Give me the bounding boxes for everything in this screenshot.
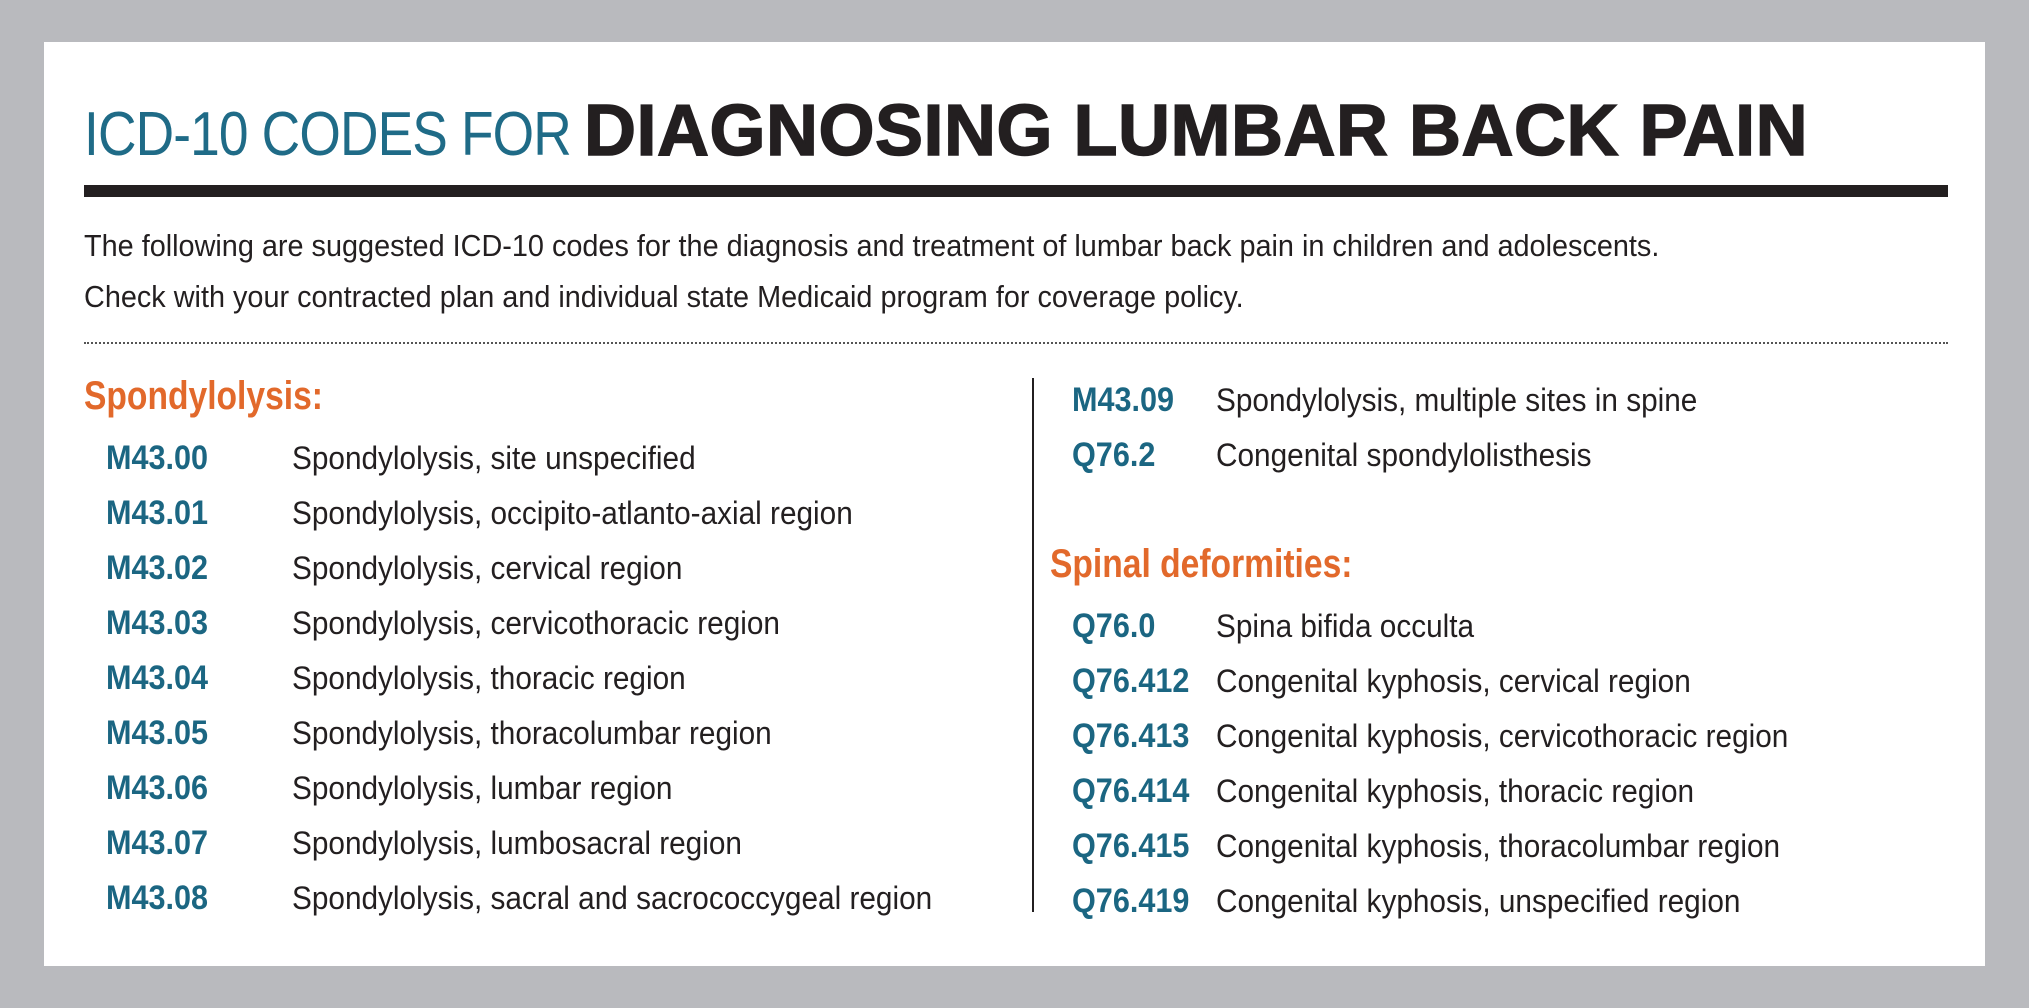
code-label: M43.07 (106, 824, 209, 862)
code-row (106, 651, 686, 706)
section-heading-spinal-deformities: Spinal deformities: (1050, 542, 1353, 586)
intro-paragraph (84, 220, 1832, 322)
title-rule (84, 185, 1948, 197)
code-row (1072, 709, 1789, 764)
code-description: Spondylolysis, sacral and sacrococcygeal region (292, 880, 933, 916)
code-label: Q76.415 (1072, 827, 1190, 865)
code-description: Congenital kyphosis, cervical region (1216, 663, 1691, 699)
code-row (106, 761, 673, 816)
code-description: Congenital kyphosis, thoracic region (1216, 773, 1695, 809)
code-label: M43.08 (106, 879, 209, 917)
code-row (1072, 874, 1741, 929)
dotted-divider (84, 342, 1948, 344)
code-row (106, 431, 696, 486)
code-label: Q76.419 (1072, 882, 1190, 920)
code-label: M43.02 (106, 549, 209, 587)
code-description: Spondylolysis, lumbar region (292, 770, 673, 806)
code-row (1072, 428, 1592, 483)
code-label: Q76.0 (1072, 607, 1156, 645)
code-description: Spondylolysis, site unspecified (292, 440, 696, 476)
code-description: Congenital kyphosis, thoracolumbar region (1216, 828, 1781, 864)
icd10-card (44, 42, 1985, 966)
code-label: Q76.412 (1072, 662, 1190, 700)
code-label: M43.01 (106, 494, 209, 532)
intro-line-2: Check with your contracted plan and individual state Medicaid program for coverage policy. (84, 279, 1244, 314)
code-label: Q76.413 (1072, 717, 1190, 755)
code-row (106, 706, 772, 761)
code-description: Congenital spondylolisthesis (1216, 437, 1592, 473)
title-light-text: ICD-10 CODES FOR (84, 100, 571, 169)
code-description: Congenital kyphosis, cervicothoracic region (1216, 718, 1789, 754)
section-heading-spondylolysis: Spondylolysis: (84, 374, 323, 418)
code-description: Spondylolysis, thoracic region (292, 660, 686, 696)
code-description: Spina bifida occulta (1216, 608, 1475, 644)
code-row (106, 541, 683, 596)
code-label: M43.06 (106, 769, 209, 807)
code-description: Spondylolysis, cervical region (292, 550, 683, 586)
code-description: Spondylolysis, thoracolumbar region (292, 715, 772, 751)
code-row (1072, 819, 1781, 874)
code-label: M43.09 (1072, 381, 1175, 419)
code-description: Congenital kyphosis, unspecified region (1216, 883, 1741, 919)
code-label: Q76.414 (1072, 772, 1190, 810)
code-row (106, 816, 742, 871)
code-description: Spondylolysis, lumbosacral region (292, 825, 742, 861)
code-row (106, 871, 933, 926)
code-label: M43.00 (106, 439, 209, 477)
code-label: M43.05 (106, 714, 209, 752)
column-divider (1032, 378, 1034, 912)
intro-line-1: The following are suggested ICD-10 codes for the diagnosis and treatment of lumbar back pain in children and adolescents. (84, 228, 1660, 263)
code-description: Spondylolysis, occipito-atlanto-axial region (292, 495, 853, 531)
code-row (1072, 599, 1475, 654)
code-row (106, 486, 853, 541)
code-description: Spondylolysis, multiple sites in spine (1216, 382, 1698, 418)
code-description: Spondylolysis, cervicothoracic region (292, 605, 780, 641)
code-label: M43.04 (106, 659, 209, 697)
code-label: M43.03 (106, 604, 209, 642)
title-bold-text: DIAGNOSING LUMBAR BACK PAIN (584, 91, 1809, 171)
code-row (106, 596, 780, 651)
code-label: Q76.2 (1072, 436, 1156, 474)
code-row (1072, 764, 1695, 819)
code-row (1072, 373, 1698, 428)
code-row (1072, 654, 1691, 709)
